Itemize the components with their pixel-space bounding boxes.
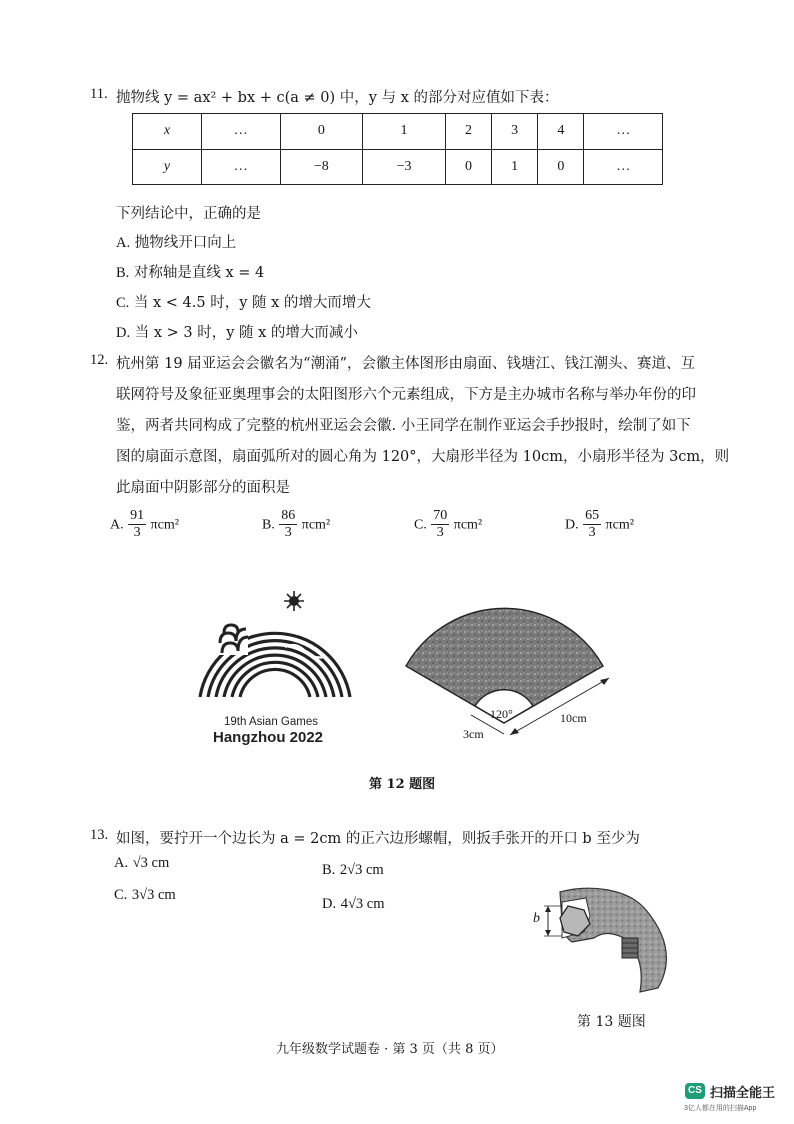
q12-caption: 第 12 题图 [369,777,436,792]
table-cell: −8 [280,149,363,185]
fan-angle-label: 120° [490,707,513,721]
option-label: B. [322,862,336,878]
q12-number: 12. [90,352,109,368]
arrow-icon [545,930,551,936]
sun-icon [284,591,304,611]
table-cell: 3 [492,114,538,150]
option-label: D. [565,517,579,533]
scanner-logo-icon: CS [685,1083,705,1099]
option-fraction: $\frac{70}{3}$ [433,508,448,540]
q12-option-b [262,508,330,541]
option-label: A. [114,855,129,871]
q11-option-b [116,261,264,282]
table-cell: … [584,114,663,150]
asian-games-logo [190,585,360,710]
option-unit: πcm² [605,517,634,533]
option-label: D. [116,325,131,341]
table-cell: … [584,149,663,185]
fan-big-radius-label: 10cm [560,711,587,725]
watermark-subtitle: 3亿人都在用的扫描App [684,1105,757,1112]
option-text: 3√3 cm [131,887,176,903]
table-cell: 1 [363,114,446,150]
q13-caption: 第 13 题图 [577,1014,646,1030]
fan-small-radius-label: 3cm [463,727,484,741]
q11-option-d [116,321,358,342]
table-cell: … [202,149,281,185]
arrow-icon [545,906,551,912]
q13-option-c [114,887,176,904]
table-cell: 1 [492,149,538,185]
option-unit: πcm² [453,517,483,533]
option-label: C. [114,887,128,903]
q11-stem: 抛物线 y = ax² + bx + c(a ≠ 0) 中，y 与 x 的部分对应值如下表： [116,90,559,106]
option-label: C. [414,517,427,533]
q12-line-4: 图的扇面示意图，扇面弧所对的圆心角为 120°，大扇形半径为 10cm，小扇形半径为 3cm，则 [116,449,730,465]
table-row [133,114,663,150]
q13-number: 13. [90,827,109,843]
table-cell: 2 [445,114,491,150]
option-label: B. [262,517,275,533]
q12-line-1: 杭州第 19 届亚运会会徽名为“潮涌”，会徽主体图形由扇面、钱塘江、钱江潮头、赛道、互 [116,356,695,372]
table-cell: … [202,114,281,150]
option-label: D. [322,896,337,912]
logo-text-line2: Hangzhou 2022 [213,729,324,746]
q13-option-d [322,896,385,913]
page-footer: 九年级数学试题卷 · 第 3 页（共 8 页） [276,1042,504,1057]
watermark-title: 扫描全能王 [710,1085,776,1100]
q11-option-c [116,291,371,312]
logo-text-line1: 19th Asian Games [224,716,318,728]
q12-line-3: 鉴，两者共同构成了完整的杭州亚运会会徽. 小王同学在制作亚运会手抄报时，绘制了如下 [116,418,691,434]
q12-option-d [565,508,634,541]
option-fraction: $\frac{65}{3}$ [585,508,600,540]
table-row [133,149,663,185]
q11-value-table [132,113,663,185]
q12-line-5: 此扇面中阴影部分的面积是 [116,480,290,496]
table-cell: 0 [538,149,584,185]
table-cell: −3 [363,149,446,185]
q13-option-b [322,862,384,879]
q11-number: 11. [90,86,108,102]
option-fraction: $\frac{86}{3}$ [281,508,296,540]
table-header-x: x [133,114,202,150]
q12-line-2: 联网符号及象征亚奥理事会的太阳图形六个元素组成，下方是主办城市名称与举办年份的印 [116,387,696,403]
q13-stem: 如图，要拧开一个边长为 a = 2cm 的正六边形螺帽，则扳手张开的开口 b 至少为 [116,831,640,847]
q13-option-a [114,855,169,872]
option-unit: πcm² [301,517,331,533]
option-text: 当 x > 3 时，y 随 x 的增大而减小 [134,325,358,341]
q11-prompt: 下列结论中，正确的是 [116,206,261,222]
option-label: A. [116,235,131,251]
wrench-opening-label: b [533,911,540,926]
q12-option-a [110,508,179,541]
table-cell: 4 [538,114,584,150]
wrench-figure [528,880,678,1000]
q11-option-a [116,231,236,252]
q12-option-c [414,508,482,541]
arrow-icon [510,728,519,735]
option-text: √3 cm [132,855,170,871]
option-fraction: $\frac{91}{3}$ [130,508,145,540]
arrow-icon [600,678,609,685]
option-label: C. [116,295,130,311]
option-text: 抛物线开口向上 [134,235,237,251]
option-text: 4√3 cm [340,896,385,912]
option-text: 当 x < 4.5 时，y 随 x 的增大而增大 [133,295,371,311]
option-label: B. [116,265,130,281]
option-text: 对称轴是直线 x = 4 [133,265,265,281]
option-text: 2√3 cm [339,862,384,878]
option-unit: πcm² [150,517,179,533]
table-cell: 0 [445,149,491,185]
table-cell: 0 [280,114,363,150]
option-label: A. [110,517,124,533]
table-header-y: y [133,149,202,185]
